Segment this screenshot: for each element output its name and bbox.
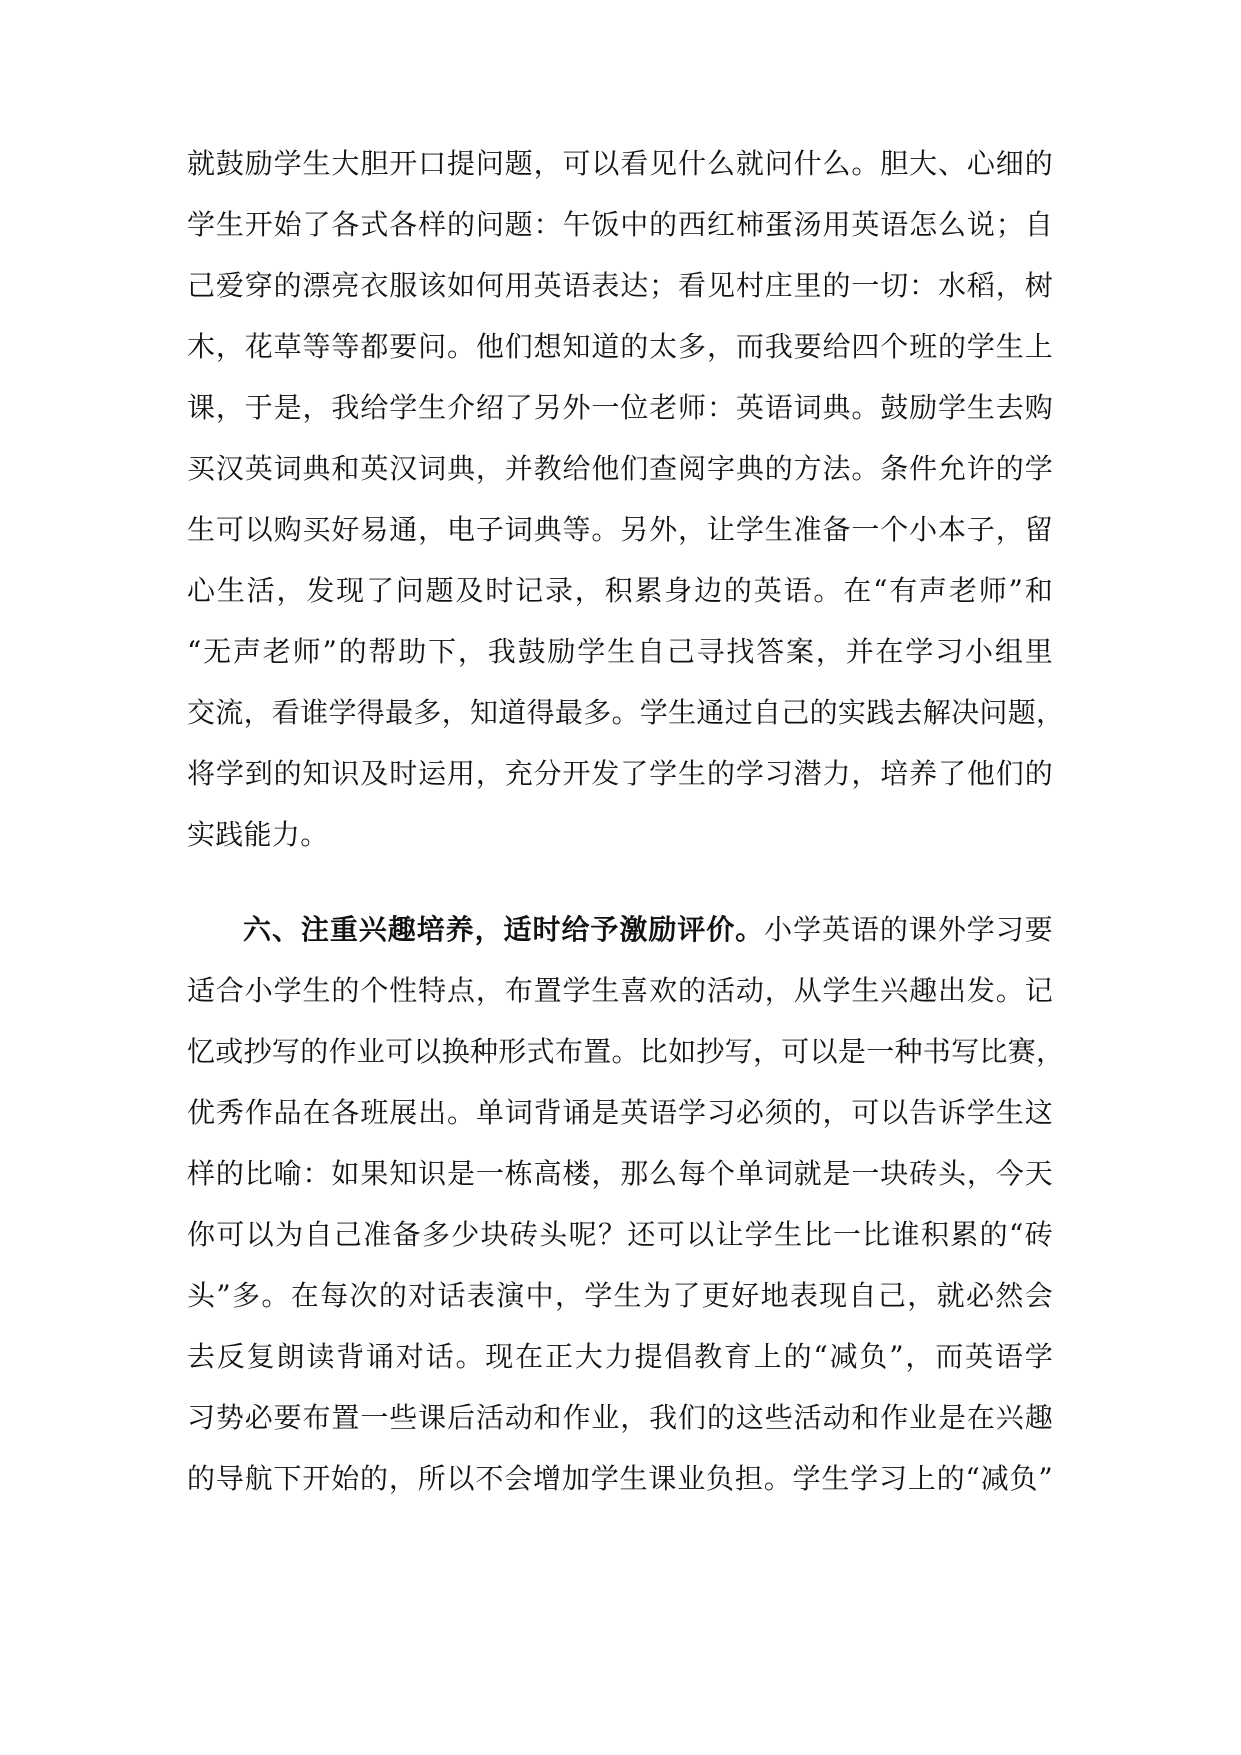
body-paragraph-2 [187, 899, 1065, 1509]
paragraph-line: 生可以购买好易通，电子词典等。另外，让学生准备一个小本子，留 [187, 513, 1053, 546]
paragraph-line: 买汉英词典和英汉词典，并教给他们查阅字典的方法。条件允许的学 [187, 452, 1053, 485]
paragraph-line: 你可以为自己准备多少块砖头呢？还可以让学生比一比谁积累的“砖 [187, 1218, 1053, 1251]
paragraph-line: 适合小学生的个性特点，布置学生喜欢的活动，从学生兴趣出发。记 [187, 974, 1053, 1007]
paragraph-line: 优秀作品在各班展出。单词背诵是英语学习必须的，可以告诉学生这 [187, 1096, 1053, 1129]
paragraph-line: “无声老师”的帮助下，我鼓励学生自己寻找答案，并在学习小组里 [187, 635, 1053, 668]
paragraph-line-rest: 小学英语的课外学习要 [764, 913, 1053, 946]
paragraph-line: 学生开始了各式各样的问题：午饭中的西红柿蛋汤用英语怎么说；自 [187, 208, 1053, 241]
paragraph-line: 实践能力。 [187, 818, 329, 851]
paragraph-line: 的导航下开始的，所以不会增加学生课业负担。学生学习上的“减负” [187, 1462, 1053, 1495]
paragraph-line: 己爱穿的漂亮衣服该如何用英语表达；看见村庄里的一切：水稻，树 [187, 269, 1053, 302]
paragraph-line: 将学到的知识及时运用，充分开发了学生的学习潜力，培养了他们的 [187, 757, 1053, 790]
paragraph-line: 就鼓励学生大胆开口提问题，可以看见什么就问什么。胆大、心细的 [187, 147, 1053, 180]
paragraph-line: 头”多。在每次的对话表演中，学生为了更好地表现自己，就必然会 [187, 1279, 1053, 1312]
body-paragraph-1 [187, 133, 1065, 865]
paragraph-line: 忆或抄写的作业可以换种形式布置。比如抄写，可以是一种书写比赛， [187, 1035, 1065, 1068]
section-heading: 六、注重兴趣培养，适时给予激励评价。 [243, 913, 765, 946]
paragraph-line: 心生活，发现了问题及时记录，积累身边的英语。在“有声老师”和 [187, 574, 1053, 607]
paragraph-line: 课，于是，我给学生介绍了另外一位老师：英语词典。鼓励学生去购 [187, 391, 1053, 424]
paragraph-line: 习势必要布置一些课后活动和作业，我们的这些活动和作业是在兴趣 [187, 1401, 1053, 1434]
paragraph-first-line [187, 899, 1053, 960]
paragraph-line: 交流，看谁学得最多，知道得最多。学生通过自己的实践去解决问题， [187, 696, 1065, 729]
paragraph-line: 样的比喻：如果知识是一栋高楼，那么每个单词就是一块砖头，今天 [187, 1157, 1053, 1190]
paragraph-line: 去反复朗读背诵对话。现在正大力提倡教育上的“减负”，而英语学 [187, 1340, 1053, 1373]
paragraph-line: 木，花草等等都要问。他们想知道的太多，而我要给四个班的学生上 [187, 330, 1053, 363]
